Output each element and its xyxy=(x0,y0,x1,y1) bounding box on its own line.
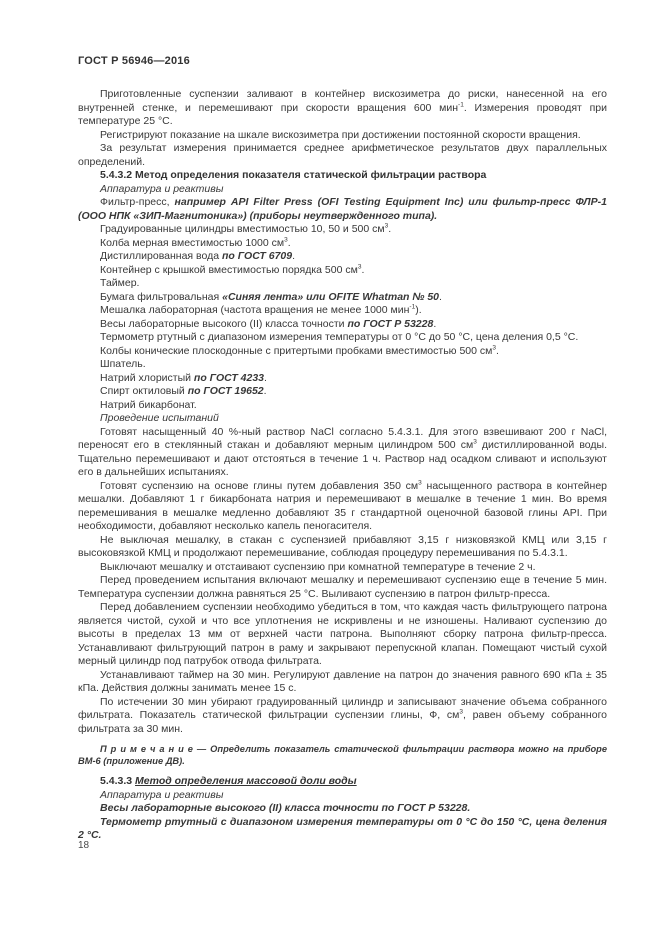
text-run: Термометр ртутный с диапазоном измерения температуры от 0 °С до 50 °С, цена деления 0,5 °С. xyxy=(100,331,579,343)
paragraph xyxy=(78,696,607,737)
text-run: дистиллированной воды. Тщательно перемешивают и дают отстояться в течение 1 ч. Раствор над осадком сливают и используют его в дальнейших испытаниях. xyxy=(78,439,608,478)
paragraph xyxy=(78,412,607,426)
text-run: Метод определения массовой доли воды xyxy=(135,775,357,788)
text-run: . xyxy=(388,223,392,235)
text-run: Термометр ртутный с диапазоном измерения температуры от 0 °С до 150 °С, цена деления 2 °С. xyxy=(78,815,607,842)
text-run: . xyxy=(495,344,499,357)
text-run: Устанавливают таймер на 30 мин. Регулируют давление на патрон до значения равного 690 кПа ± 35 кПа. Действия должны занимать менее 15 с. xyxy=(78,668,607,694)
paragraph xyxy=(78,816,607,843)
text-run: По истечении 30 мин убирают градуированный цилиндр и записывают значение объема собранного фильтрата. Показатель статической фильтрации суспензии глины, Ф, см xyxy=(78,695,607,721)
text-run: . xyxy=(439,290,442,303)
paragraph xyxy=(78,802,607,816)
text-run: -1 xyxy=(409,303,416,311)
text-run: 3 xyxy=(284,236,288,243)
text-run: , равен объему собранного фильтрата за 30 мин. xyxy=(78,709,608,735)
text-run: 5.4.3.2 Метод определения показателя статической фильтрации раствора xyxy=(100,169,487,181)
paragraph xyxy=(78,534,607,561)
text-run: Проведение испытаний xyxy=(100,412,219,424)
paragraph xyxy=(78,399,607,413)
text-run: . xyxy=(361,263,365,276)
paragraph xyxy=(78,331,607,345)
note-paragraph xyxy=(78,743,607,767)
paragraph xyxy=(78,669,607,696)
text-run: Спирт октиловый xyxy=(100,385,188,397)
page-number: 18 xyxy=(78,840,90,851)
text-run: . xyxy=(433,317,437,330)
text-run: Шпатель. xyxy=(100,358,146,370)
paragraph xyxy=(78,88,607,129)
text-run: по ГОСТ 6709 xyxy=(222,250,293,262)
text-run: Регистрируют показание на шкале вискозиметра при достижении постоянной скорости вращения. xyxy=(100,128,581,141)
document-header: ГОСТ Р 56946—2016 xyxy=(78,55,190,67)
text-run: 3 xyxy=(418,479,422,486)
text-run: по ГОСТ Р 53228 xyxy=(347,317,434,330)
text-run: Фильтр-пресс, xyxy=(100,196,175,208)
text-run: 3 xyxy=(357,263,362,270)
paragraph xyxy=(78,196,607,223)
text-run: насыщенного раствора в контейнер мешалки. Добавляют 1 г бикарбоната натрия и перемешивают в мешалке в течение 1 мин. Во время перемешивания в мешалке медленно добавляют 35 г стандартной оценочной базовой глины API. При необходимости, добавляют несколько капель пеногасителя. xyxy=(78,479,607,532)
text-run: 5.4.3.3 xyxy=(100,775,136,788)
paragraph xyxy=(78,250,607,264)
text-run: Мешалка лабораторная (частота вращения не менее 1000 мин xyxy=(100,304,410,316)
text-run: Приготовленные суспензии заливают в контейнер вискозиметра до риски, нанесенной на его внутренней стенке, и перемешивают при скорости вращения 600 мин xyxy=(78,88,607,114)
paragraph xyxy=(78,304,607,318)
text-run: Аппаратура и реактивы xyxy=(100,788,224,801)
text-run: . xyxy=(287,236,291,249)
paragraph xyxy=(78,223,607,237)
paragraph xyxy=(78,789,607,803)
text-run: . xyxy=(264,371,267,384)
paragraph xyxy=(78,574,607,601)
paragraph xyxy=(78,480,607,534)
text-run: «Синяя лента» или OFITE Whatman № 50 xyxy=(222,290,440,303)
paragraph xyxy=(78,129,607,143)
paragraph xyxy=(78,237,607,251)
paragraph xyxy=(78,183,607,197)
text-run: Аппаратура и реактивы xyxy=(100,182,224,195)
text-run: . Измерения проводят при температуре 25 °С. xyxy=(78,101,607,127)
text-run: Перед добавлением суспензии необходимо убедиться в том, что каждая часть фильтрующего патрона является чистой, сухой и что все уплотнения не искривлены и не изношены. Наливают суспензию до высоты в пределах 13 мм от верхней части патрона. Выполняют сборку патрона фильтр-пресса. Устанавливают фильтрующий патрон в раму и закрывают перепускной клапан. Помещают чистый сухой мерный цилиндр под патрубок отвода фильтрата. xyxy=(78,601,607,667)
text-run: Весы лабораторные высокого (II) класса точности по ГОСТ Р 53228. xyxy=(100,802,471,815)
paragraph xyxy=(78,142,607,169)
text-run: по ГОСТ 4233 xyxy=(193,371,265,384)
text-run: Выключают мешалку и отстаивают суспензию при комнатной температуре в течение 2 ч. xyxy=(100,560,536,573)
section-heading xyxy=(78,775,607,789)
text-run: Весы лабораторные высокого (II) класса точности xyxy=(100,317,348,330)
text-run: Натрий бикарбонат. xyxy=(100,398,197,411)
text-run: -1 xyxy=(458,101,464,108)
text-run: Натрий хлористый xyxy=(100,371,194,384)
paragraph xyxy=(78,426,607,480)
text-run: Перед проведением испытания включают мешалку и перемешивают суспензию еще в течение 5 мин. Температура суспензии должна равняться 25 °С. Выливают суспензию в патрон фильтр-пресса. xyxy=(78,574,607,600)
text-run: За результат измерения принимается среднее арифметическое результатов двух параллельных определений. xyxy=(78,142,607,168)
text-run: 3 xyxy=(492,344,496,351)
paragraph xyxy=(78,277,607,291)
text-run: 3 xyxy=(384,222,389,230)
text-run: . xyxy=(292,250,296,262)
text-run: Градуированные цилиндры вместимостью 10, 50 и 500 см xyxy=(100,223,385,235)
text-run: 3 xyxy=(459,708,463,716)
paragraph xyxy=(78,372,607,386)
text-run: П р и м е ч а н и е — Определить показатель статической фильтрации раствора можно на приборе ВМ-6 (приложение ДВ). xyxy=(78,744,607,767)
paragraph xyxy=(78,318,607,332)
text-run: Готовят насыщенный 40 %-ный раствор NaCl согласно 5.4.3.1. Для этого взвешивают 200 г NaCl, переносят его в стеклянный стакан и добавляют мерным цилиндром 500 см xyxy=(78,425,607,451)
text-run: Колбы конические плоскодонные с притертыми пробками вместимостью 500 см xyxy=(100,344,493,357)
text-run: Таймер. xyxy=(100,277,140,289)
text-run: Готовят суспензию на основе глины путем добавления 350 см xyxy=(100,479,419,492)
text-run: Колба мерная вместимостью 1000 см xyxy=(100,236,285,249)
paragraph xyxy=(78,561,607,575)
document-body xyxy=(78,88,607,843)
text-run: 3 xyxy=(473,438,477,446)
paragraph xyxy=(78,601,607,669)
text-run: по ГОСТ 19652 xyxy=(187,385,264,397)
text-run: Не выключая мешалку, в стакан с суспензией прибавляют 3,15 г низковязкой КМЦ или 3,15 г высоковязкой КМЦ и продолжают перемешивание, соблюдая процедуру перемешивания по 5.4.3.1. xyxy=(78,533,607,559)
paragraph xyxy=(78,345,607,359)
paragraph xyxy=(78,358,607,372)
text-run: . xyxy=(263,385,267,397)
text-run: например API Filter Press (OFI Testing Equipment Inc) или фильтр-пресс ФЛР-1 (ООО НПК «ЗИП-Магнитоника») (приборы неутвержденного типа). xyxy=(78,196,607,222)
paragraph xyxy=(78,291,607,305)
text-run: Бумага фильтровальная xyxy=(100,290,223,303)
paragraph xyxy=(78,385,607,399)
text-run: ). xyxy=(415,304,422,316)
section-heading xyxy=(78,169,607,183)
text-run: Контейнер с крышкой вместимостью порядка 500 см xyxy=(100,263,358,276)
paragraph xyxy=(78,264,607,278)
text-run: Дистиллированная вода xyxy=(100,250,222,262)
